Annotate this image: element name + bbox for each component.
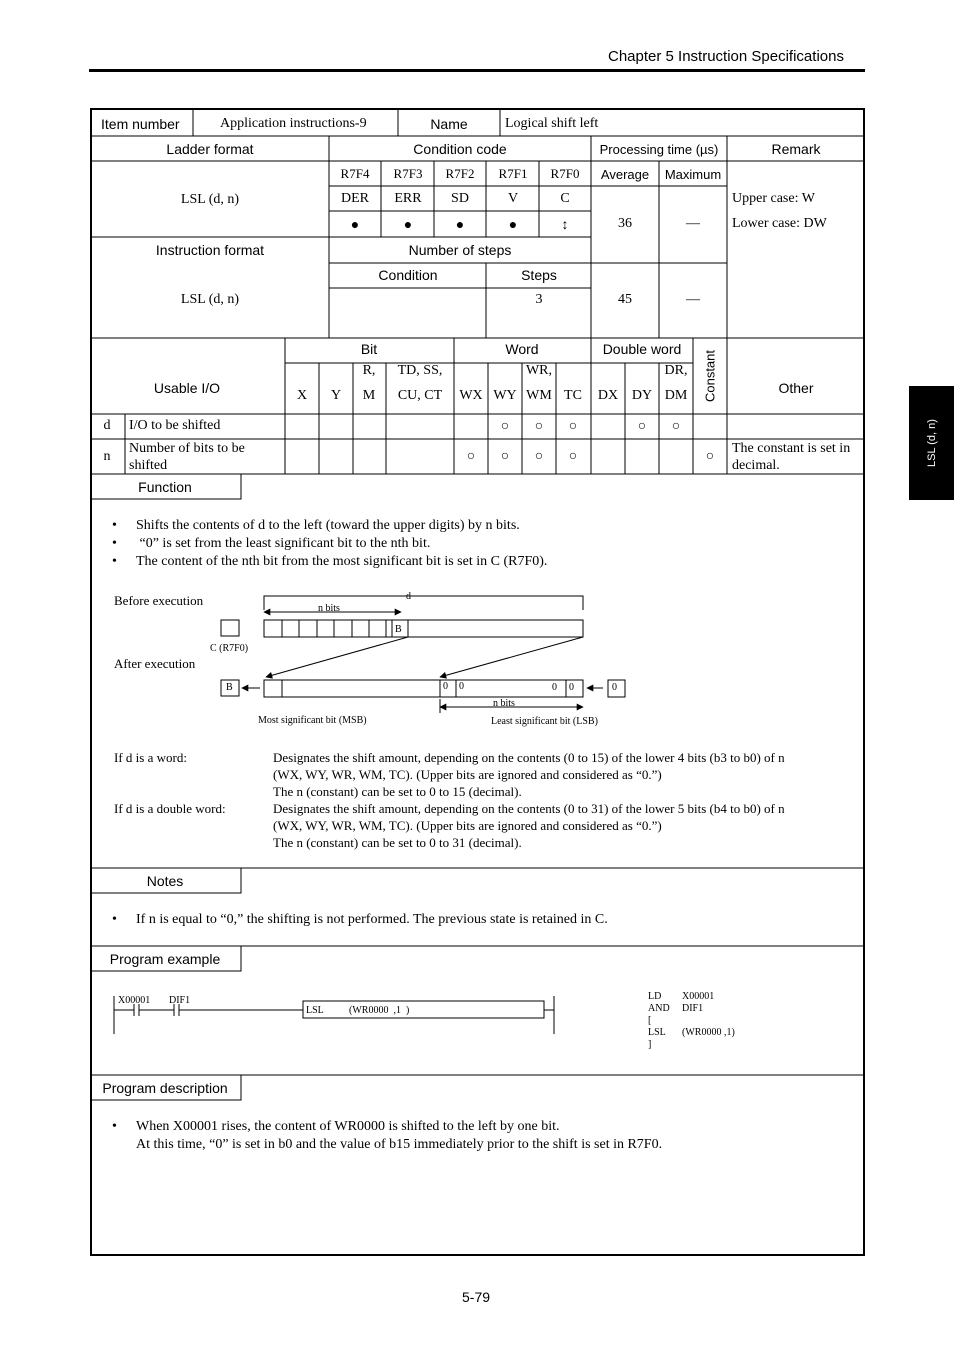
n-bits-label: n bits	[318, 603, 340, 614]
function-label: Function	[138, 479, 192, 495]
listing-arg: (WR0000 ,1)	[682, 1027, 735, 1038]
io-row-desc: Number of bits to be shifted	[129, 441, 245, 473]
zero-bit: 0	[443, 681, 448, 692]
col-wm: WM	[526, 388, 552, 403]
dword-condition-label: If d is a double word:	[114, 801, 226, 816]
io-mark: ○	[568, 417, 578, 433]
maximum-label: Maximum	[664, 167, 722, 182]
register-after	[264, 680, 583, 697]
io-mark: ○	[466, 447, 476, 463]
b-carry-label: B	[226, 682, 233, 693]
shift-diagram	[90, 578, 865, 738]
io-mark: ○	[705, 447, 715, 463]
cc-register: R7F3	[393, 166, 423, 181]
cc-name: SD	[451, 191, 469, 206]
function-bullet: “0” is set from the least significant bit to the nth bit.	[136, 536, 431, 551]
ladder-format-label: Ladder format	[166, 141, 254, 157]
usable-io-label: Usable I/O	[153, 380, 221, 396]
notes-bullet: If n is equal to “0,” the shifting is not performed. The previous state is retained in C.	[136, 912, 608, 927]
bullet-dot: •	[112, 554, 117, 569]
io-mark: ○	[671, 417, 681, 433]
col-wr: WR,	[525, 363, 553, 378]
d-bracket	[264, 596, 583, 610]
function-bullet: Shifts the contents of d to the left (toward the upper digits) by n bits.	[136, 518, 520, 533]
zero-bit: 0	[569, 682, 574, 693]
contact1-label: X00001	[118, 995, 151, 1006]
before-execution-label: Before execution	[114, 593, 204, 608]
carry-label: C (R7F0)	[210, 643, 249, 654]
cc-name: C	[560, 191, 570, 206]
steps-average: 45	[618, 292, 632, 307]
remark-upper: Upper case: W	[732, 191, 815, 206]
col-tc: TC	[564, 388, 582, 403]
instruction-format-label: Instruction format	[155, 242, 265, 258]
zero-bit: 0	[459, 681, 464, 692]
cc-state: ●	[455, 216, 465, 232]
time-maximum: —	[686, 216, 700, 231]
dword-line: The n (constant) can be set to 0 to 31 (decimal).	[273, 835, 522, 850]
cc-name: V	[507, 191, 519, 206]
after-execution-label: After execution	[114, 656, 196, 671]
dword-line: (WX, WY, WR, WM, TC). (Upper bits are ignored and considered as “0.”)	[273, 818, 662, 833]
double-word-label: Double word	[602, 341, 682, 357]
function-bullet: The content of the nth bit from the most significant bit is set in C (R7F0).	[136, 554, 548, 569]
d-label: d	[406, 591, 411, 602]
io-row-other: The constant is set in decimal.	[732, 441, 851, 473]
col-dm: DM	[664, 388, 688, 403]
bullet-dot: •	[112, 912, 117, 927]
b-bit-label: B	[395, 624, 402, 635]
number-of-steps-label: Number of steps	[408, 242, 512, 258]
io-row-desc: I/O to be shifted	[129, 418, 221, 433]
lsl-box	[303, 1001, 544, 1018]
io-mark: ○	[500, 447, 510, 463]
item-number-label: Item number	[101, 116, 180, 132]
average-label: Average	[600, 167, 650, 182]
col-dy: DY	[631, 388, 653, 403]
header-rule	[89, 69, 865, 72]
word-condition-label: If d is a word:	[114, 750, 187, 765]
io-mark: ○	[568, 447, 578, 463]
instruction-sheet	[90, 108, 865, 1256]
contact2-label: DIF1	[169, 995, 191, 1006]
col-dr: DR,	[664, 363, 688, 378]
processing-time-label: Processing time (µs)	[599, 142, 719, 157]
constant-label: Constant	[702, 349, 718, 403]
bullet-dot: •	[112, 1119, 117, 1134]
lsb-label: Least significant bit (LSB)	[491, 716, 598, 727]
ladder-format-value: LSL (d, n)	[180, 192, 240, 207]
chapter-header: Chapter 5 Instruction Specifications	[608, 48, 844, 65]
col-wy: WY	[493, 388, 517, 403]
io-row-key: d	[103, 418, 111, 433]
listing-arg: X00001	[682, 991, 715, 1002]
bit-label: Bit	[360, 341, 378, 357]
page-number: 5-79	[462, 1289, 491, 1305]
other-label: Other	[778, 380, 814, 396]
cc-register: R7F4	[340, 166, 370, 181]
n-bits-label-after: n bits	[493, 698, 515, 709]
instruction-format-value: LSL (d, n)	[180, 292, 240, 307]
side-tab-label: LSL (d, n)	[925, 419, 938, 467]
dword-line: Designates the shift amount, depending on the contents (0 to 31) of the lower 5 bits (b4 to b0) of n	[273, 801, 785, 816]
steps-value: 3	[535, 292, 543, 307]
steps-label: Steps	[521, 267, 557, 283]
notes-label: Notes	[146, 873, 184, 889]
io-mark: ○	[500, 417, 510, 433]
program-example-label: Program example	[109, 951, 221, 967]
shift-arrow	[440, 637, 583, 677]
listing-op: ]	[648, 1039, 652, 1050]
io-mark: ○	[637, 417, 647, 433]
zero-source: 0	[612, 682, 617, 693]
col-cu: CU, CT	[397, 388, 443, 403]
cc-state-carry: ↕	[561, 216, 569, 232]
condition-label: Condition	[378, 267, 438, 283]
listing-op: LD	[648, 991, 662, 1002]
col-m: M	[362, 388, 376, 403]
lsl-box-args: (WR0000 ,1 )	[349, 1005, 410, 1016]
lsl-box-op: LSL	[306, 1005, 324, 1016]
remark-label: Remark	[771, 141, 821, 157]
io-mark: ○	[534, 417, 544, 433]
col-x: X	[296, 388, 308, 403]
program-description-label: Program description	[102, 1080, 228, 1096]
carry-box-before	[221, 620, 239, 636]
col-r: R,	[362, 363, 376, 378]
word-line: (WX, WY, WR, WM, TC). (Upper bits are ignored and considered as “0.”)	[273, 767, 662, 782]
cc-state: ●	[508, 216, 518, 232]
time-average: 36	[618, 216, 632, 231]
name-value: Logical shift left	[505, 116, 599, 131]
col-td: TD, SS,	[397, 363, 443, 378]
col-wx: WX	[459, 388, 483, 403]
io-mark: ○	[534, 447, 544, 463]
msb-label: Most significant bit (MSB)	[258, 715, 367, 726]
word-line: Designates the shift amount, depending on the contents (0 to 15) of the lower 4 bits (b3 to b0) of n	[273, 750, 785, 765]
name-label: Name	[430, 116, 468, 132]
io-row-key: n	[103, 449, 111, 464]
description-line: When X00001 rises, the content of WR0000 is shifted to the left by one bit.	[136, 1119, 560, 1134]
col-y: Y	[330, 388, 342, 403]
cc-register: R7F0	[550, 166, 580, 181]
item-number-value: Application instructions-9	[220, 116, 367, 131]
word-line: The n (constant) can be set to 0 to 15 (decimal).	[273, 784, 522, 799]
cc-register: R7F2	[445, 166, 475, 181]
shift-arrow	[266, 637, 408, 677]
col-dx: DX	[597, 388, 619, 403]
description-line: At this time, “0” is set in b0 and the value of b15 immediately prior to the shift is set in R7F0.	[136, 1137, 663, 1152]
listing-arg: DIF1	[682, 1003, 704, 1014]
remark-lower: Lower case: DW	[732, 216, 827, 231]
steps-maximum: —	[686, 292, 700, 307]
side-tab	[909, 386, 954, 500]
cc-name: ERR	[394, 191, 422, 206]
bullet-dot: •	[112, 536, 117, 551]
cc-state: ●	[403, 216, 413, 232]
register-before	[264, 620, 583, 637]
listing-op: LSL	[648, 1027, 666, 1038]
word-label: Word	[505, 341, 539, 357]
listing-op: AND	[648, 1003, 670, 1014]
listing-op: [	[648, 1015, 652, 1026]
bullet-dot: •	[112, 518, 117, 533]
cc-register: R7F1	[498, 166, 528, 181]
zero-bit: 0	[552, 682, 557, 693]
cc-name: DER	[341, 191, 369, 206]
cc-state: ●	[350, 216, 360, 232]
condition-code-label: Condition code	[413, 141, 507, 157]
